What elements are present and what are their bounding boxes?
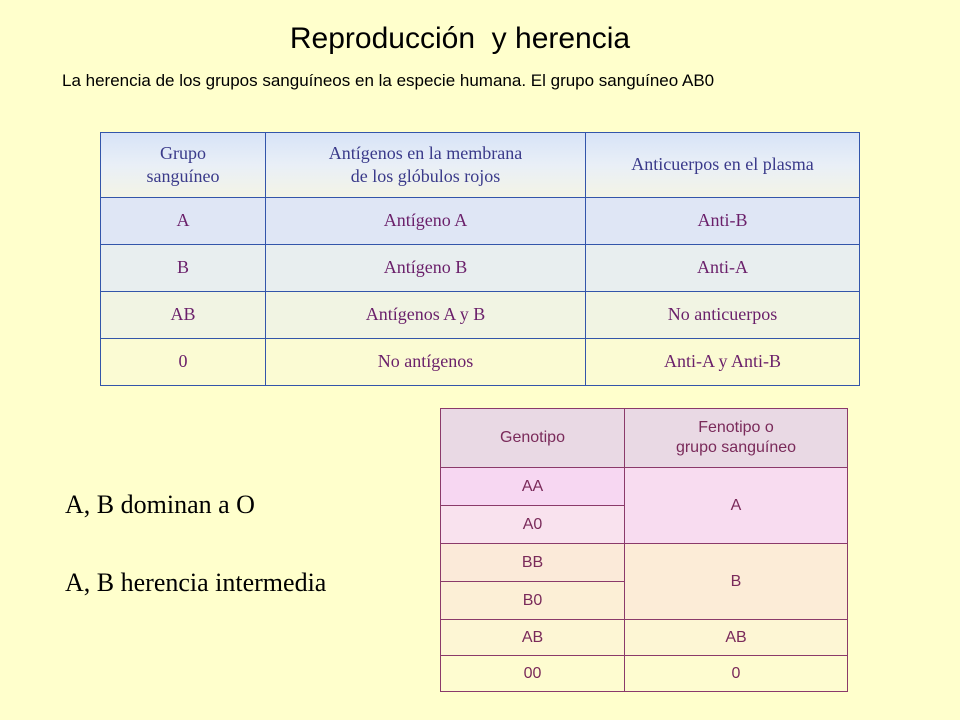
antigen-antibody-table	[100, 132, 860, 386]
genotype-cell: BB	[441, 544, 625, 582]
header-phenotype: Fenotipo o grupo sanguíneo	[625, 409, 847, 468]
page-title: Reproducción y herencia	[289, 22, 631, 55]
antigen-cell: No antígenos	[266, 339, 586, 385]
table-row	[101, 245, 859, 292]
antibody-cell: No anticuerpos	[667, 304, 778, 325]
header-genotype: Genotipo	[441, 409, 625, 468]
page-subtitle: La herencia de los grupos sanguíneos en la especie humana. El grupo sanguíneo AB0	[62, 71, 715, 90]
genotype-cell: 00	[441, 656, 625, 691]
blood-group-cell: A	[101, 198, 266, 244]
phenotype-cell: B	[625, 544, 847, 620]
table-row	[101, 198, 859, 245]
header-blood-group: Grupo sanguíneo	[101, 133, 266, 197]
genotype-cell: A0	[441, 506, 625, 544]
blood-group-cell: AB	[101, 292, 266, 338]
phenotype-cell: A	[625, 468, 847, 544]
genotype-cell: AB	[441, 620, 625, 656]
genotype-phenotype-table	[440, 408, 848, 692]
antibody-cell: Anti-B	[697, 210, 748, 231]
genotype-cell: B0	[441, 582, 625, 620]
phenotype-cell: AB	[625, 620, 847, 656]
header-antigens: Antígenos en la membrana de los glóbulos rojos	[266, 133, 586, 197]
genotype-cell: AA	[441, 468, 625, 506]
phenotype-cell: 0	[625, 656, 847, 691]
header-antibodies: Anticuerpos en el plasma	[631, 154, 814, 175]
antigen-cell: Antígenos A y B	[266, 292, 586, 338]
antibody-cell: Anti-A y Anti-B	[663, 351, 781, 372]
table-row	[101, 339, 859, 385]
table-row	[101, 292, 859, 339]
dominance-note: A, B dominan a O	[65, 490, 255, 519]
antigen-cell: Antígeno B	[266, 245, 586, 291]
blood-group-cell: 0	[101, 339, 266, 385]
intermediate-inheritance-note: A, B herencia intermedia	[65, 568, 327, 597]
blood-group-cell: B	[101, 245, 266, 291]
table-header-row	[101, 133, 859, 198]
antigen-cell: Antígeno A	[266, 198, 586, 244]
antibody-cell: Anti-A	[697, 257, 748, 278]
